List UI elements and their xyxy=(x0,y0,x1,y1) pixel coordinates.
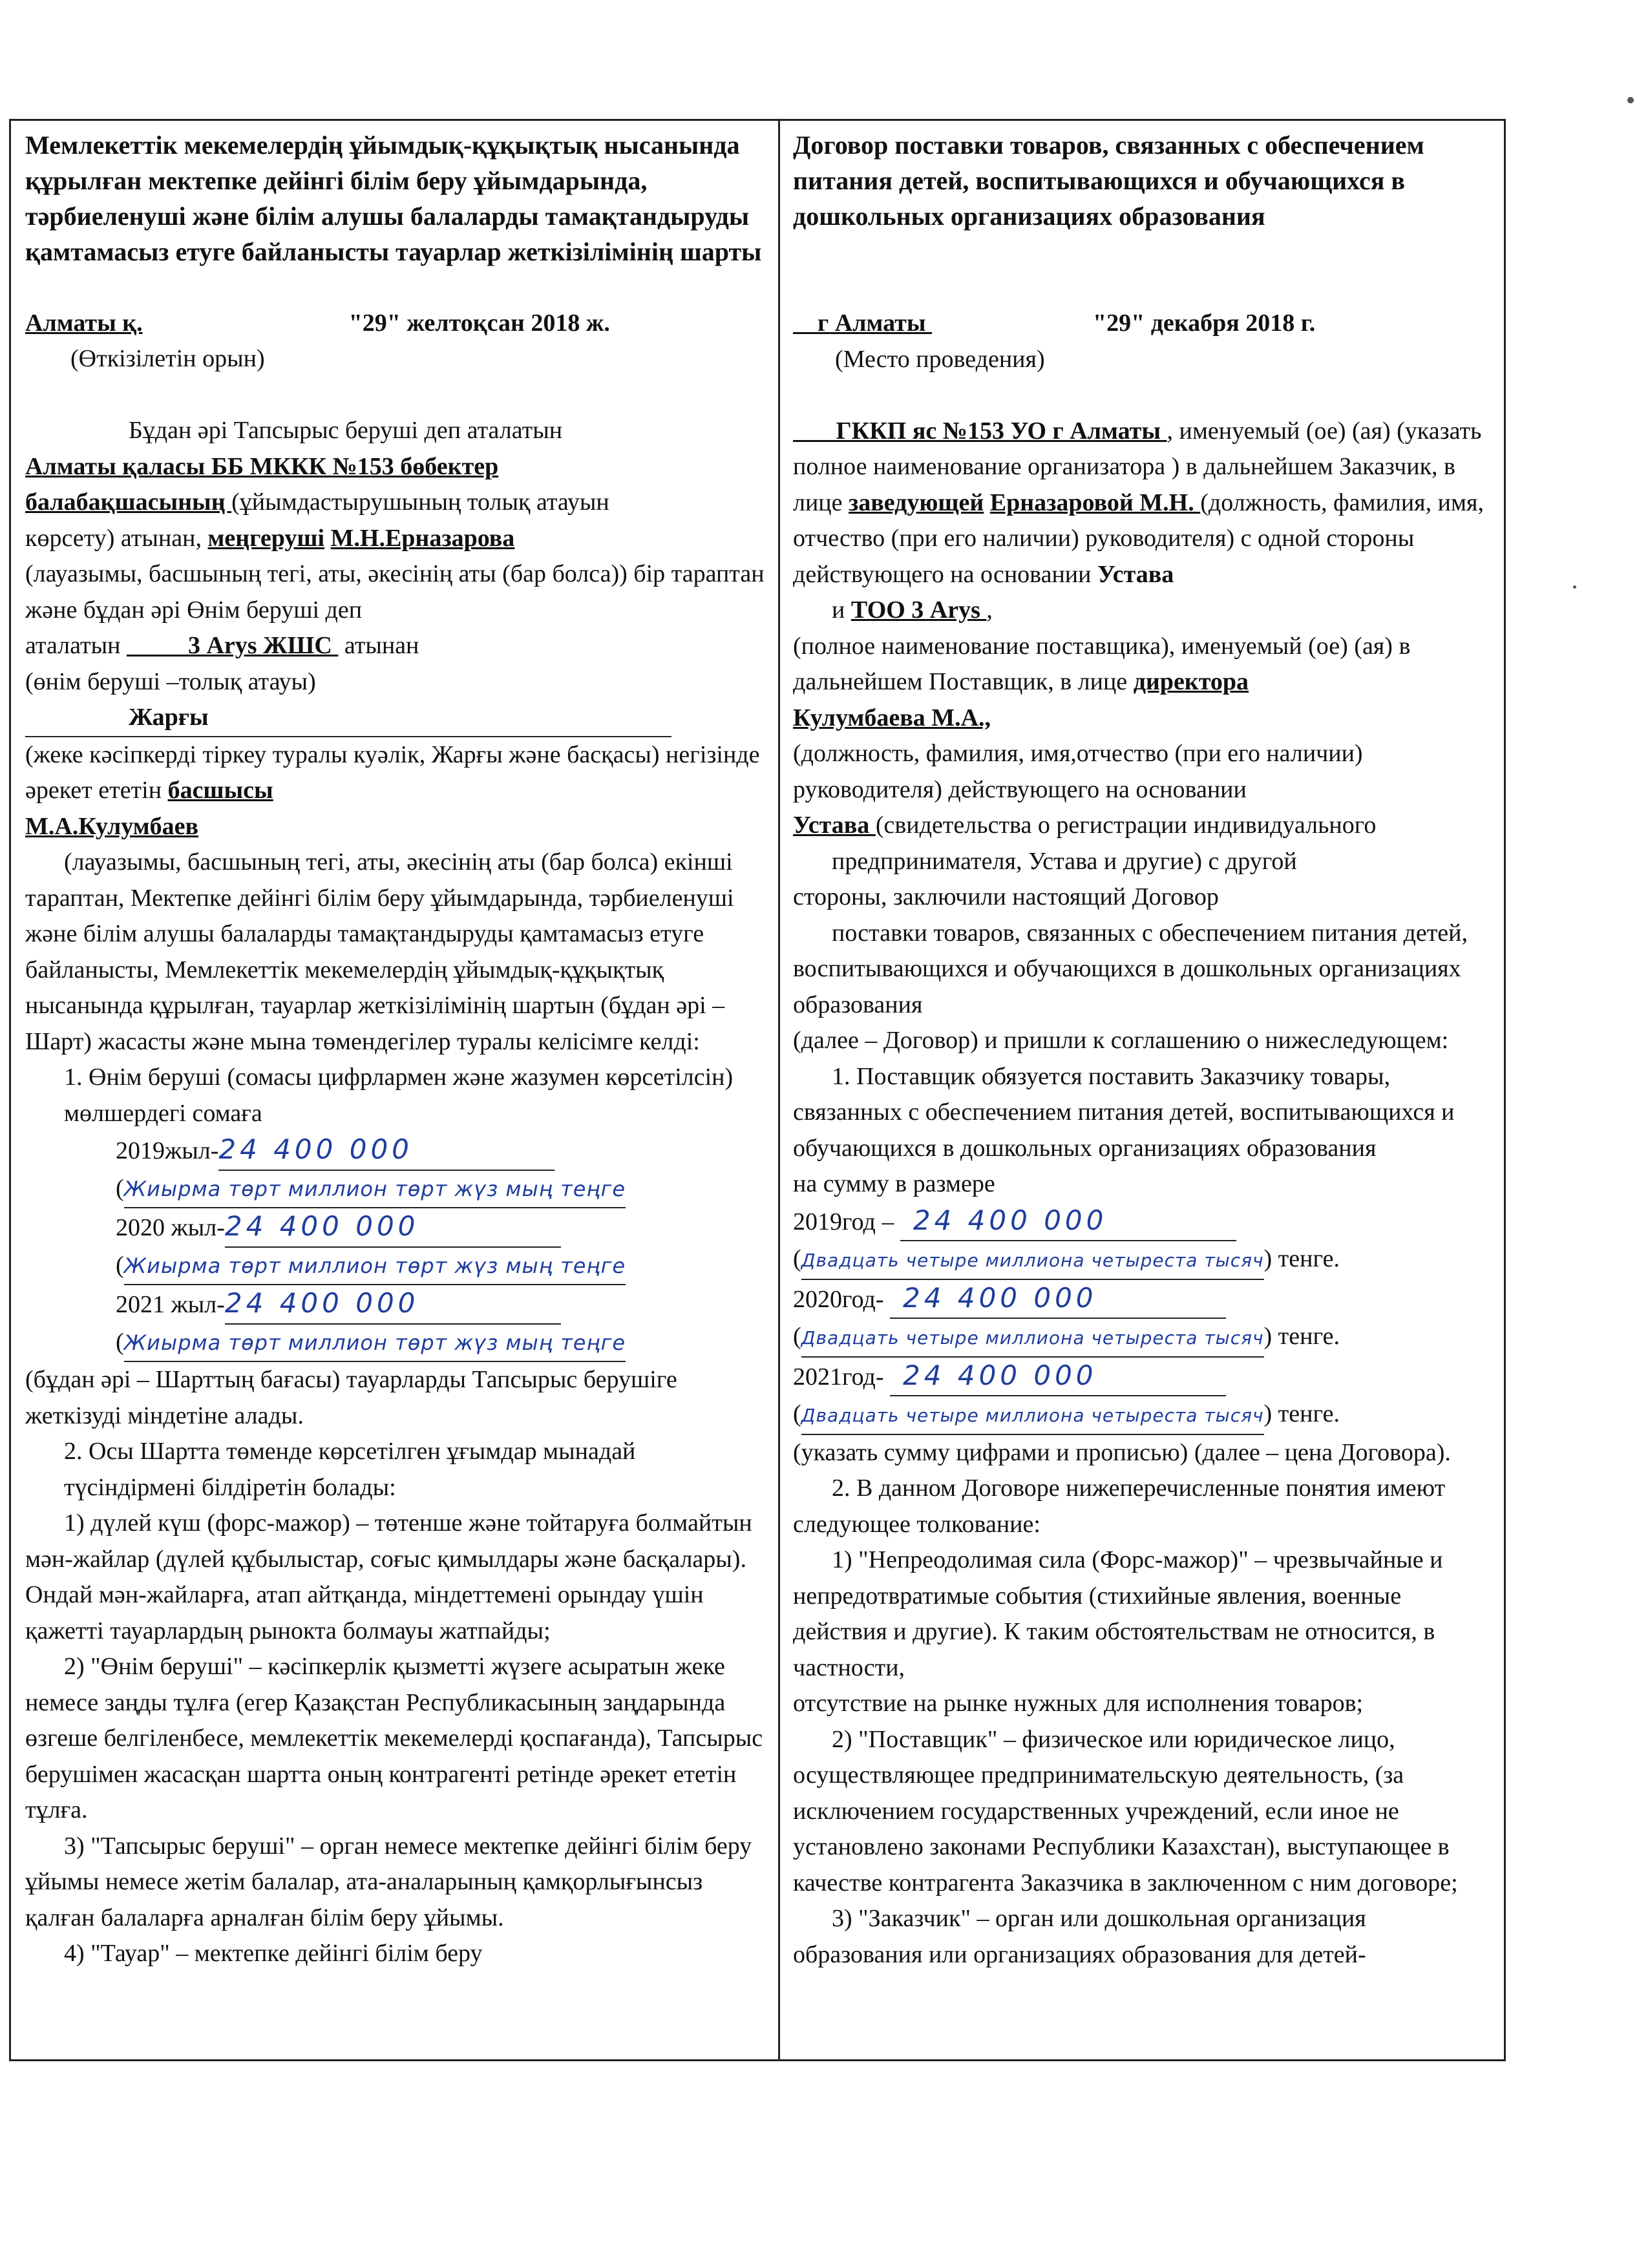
kazakh-basis-field xyxy=(25,700,671,737)
russian-year-suffix: ) тенге. xyxy=(1263,1323,1340,1350)
kazakh-org-hint2: көрсету) атынан, xyxy=(25,524,208,552)
kazakh-supplier-role: басшысы xyxy=(167,777,273,804)
kazakh-amount-field xyxy=(218,1131,555,1171)
kazakh-basis-hint: (жеке кәсіпкерді тіркеу туралы куәлік, Жарғы және басқасы) негізінде әрекет ететін xyxy=(25,740,760,804)
kazakh-basis-hint-line xyxy=(25,737,766,809)
kazakh-org-line xyxy=(25,485,766,521)
russian-basis-line xyxy=(793,808,1492,844)
russian-price-note: (указать сумму цифрами и прописью) (далее – цена Договора). xyxy=(793,1438,1451,1466)
kazakh-item2: 2. Осы Шартта төменде көрсетілген ұғымдар мынадай түсіндірмені білдіретін болады: xyxy=(64,1438,636,1501)
russian-supplier-person: Кулумбаева М.А., xyxy=(793,704,991,731)
russian-org-paragraph xyxy=(793,414,1492,593)
russian-year-suffix: ) тенге. xyxy=(1263,1400,1340,1427)
russian-supplier-paragraph xyxy=(793,629,1492,700)
russian-city-date-line xyxy=(793,306,1492,342)
russian-amount-handwritten: 24 400 000 xyxy=(913,1204,1108,1236)
russian-amount-field xyxy=(900,1202,1236,1242)
russian-basis-hint2: предпринимателя, Устава и другие) с другой xyxy=(832,847,1297,875)
kazakh-amount-words: Жиырма төрт миллион төрт жүз мың теңге xyxy=(124,1248,626,1286)
russian-item2: 2. В данном Договоре нижеперечисленные понятия имеют следующее толкование: xyxy=(793,1475,1446,1538)
russian-sum-intro: на сумму в размере xyxy=(793,1170,995,1197)
russian-basis: Устава xyxy=(793,812,876,839)
kazakh-called-suffix: атынан xyxy=(344,632,419,659)
russian-and: и xyxy=(832,596,851,624)
russian-def1b: отсутствие на рынке нужных для исполнения товаров; xyxy=(793,1690,1364,1717)
russian-year-label: 2020год- xyxy=(793,1285,891,1313)
russian-supplier-name: ТОО 3 Arys xyxy=(850,596,987,624)
russian-charter-word: Устава xyxy=(1097,560,1174,588)
russian-def2: 2) "Поставщик" – физическое или юридическое лицо, осуществляющее предпринимательскую деятельность, (за исключением государственных учреждений, если иное не установлено законами Республики Казахстан), выступающее в качестве контрагента Заказчика в заключенном с ним договоре; xyxy=(793,1725,1458,1896)
kazakh-head-role: меңгеруші xyxy=(207,524,325,552)
russian-supplier-person-hint: (должность, фамилия, имя,отчество (при его наличии) руководителя) действующего на основании xyxy=(793,740,1363,803)
russian-org-name: ГККП яс №153 УО г Алматы xyxy=(836,417,1167,445)
russian-amount-field xyxy=(890,1358,1226,1397)
kazakh-city: Алматы қ. xyxy=(25,309,143,337)
russian-supplier-hint: (полное наименование поставщика), именуемый (ое) (ая) в дальнейшем Поставщик, в лице xyxy=(793,632,1411,695)
scan-speck xyxy=(1573,585,1576,589)
russian-date: "29" декабря 2018 г. xyxy=(1093,310,1316,337)
contract-table xyxy=(9,119,1506,2061)
kazakh-amount-field xyxy=(225,1285,561,1325)
kazakh-def2: 2) "Өнім беруші" – кәсіпкерлік қызметті жүзеге асыратын жеке немесе заңды тұлға (егер Қазақстан Республикасының заңдарында өзгеше белгіленбесе, мемлекеттік мекемелерді қоспағанда), Тапсырыс берушімен жасасқан шартта оның контрагенті ретінде әрекет ететін тұлға. xyxy=(25,1653,763,1823)
russian-amount-words: Двадцать четыре миллиона четыреста тысяч xyxy=(801,1398,1264,1435)
kazakh-basis: Жарғы xyxy=(129,704,209,731)
russian-basis-hint3: стороны, заключили настоящий Договор xyxy=(793,883,1219,910)
russian-org-field xyxy=(793,417,1167,445)
russian-amount-field xyxy=(890,1280,1226,1319)
russian-year-2020: 2020год- 24 400 000 (Двадцать четыре миллиона четыреста тысяч) тенге. xyxy=(793,1280,1492,1358)
kazakh-column xyxy=(11,121,780,2059)
russian-supplier-after: , xyxy=(986,596,993,624)
russian-contract-after: (далее – Договор) и пришли к соглашению о нижеследующем: xyxy=(793,1027,1449,1054)
kazakh-def3: 3) "Тапсырыс беруші" – орган немесе мектепке дейінгі білім беру ұйымы немесе жетім балалар, ата-аналарының қамқорлығынсыз қалған балаларға арналған білім беру ұйымы. xyxy=(25,1832,752,1931)
russian-city: г Алматы xyxy=(818,310,926,337)
russian-org-after: , именуемый (ое) (ая) (указать полное наименование организатора ) в дальнейшем Заказчик, в лице xyxy=(793,417,1482,516)
russian-column xyxy=(780,121,1504,2059)
kazakh-intro: Бұдан әрі Тапсырыс беруші деп аталатын xyxy=(129,417,563,444)
kazakh-amount-handwritten: 24 400 000 xyxy=(224,1210,419,1242)
kazakh-org-name-2: балабақшасының xyxy=(25,488,232,516)
kazakh-year-2021: 2021 жыл-24 400 000 (Жиырма төрт миллион төрт жүз мың теңге xyxy=(25,1285,766,1362)
russian-contract-desc: поставки товаров, связанных с обеспечением питания детей, воспитывающихся и обучающихся в дошкольных организациях образования xyxy=(793,919,1468,1018)
kazakh-org-name: Алматы қаласы ББ МККК №153 бөбектер xyxy=(25,452,499,480)
kazakh-year-label: 2020 жыл- xyxy=(116,1214,225,1241)
kazakh-city-date-line xyxy=(25,306,766,342)
kazakh-item1: 1. Өнім беруші (сомасы цифрлармен және жазумен көрсетілсін) мөлшердегі сомаға xyxy=(64,1064,734,1127)
kazakh-supplier-person: М.А.Кулумбаев xyxy=(25,812,199,840)
kazakh-amount-words: Жиырма төрт миллион төрт жүз мың теңге xyxy=(124,1325,626,1363)
kazakh-amount-field xyxy=(225,1208,561,1248)
russian-year-label: 2019год – xyxy=(793,1208,900,1235)
russian-year-suffix: ) тенге. xyxy=(1263,1245,1340,1272)
russian-def3: 3) "Заказчик" – орган или дошкольная организация образования или организациях образования для детей- xyxy=(793,1905,1366,1968)
russian-amount-words: Двадцать четыре миллиона четыреста тысяч xyxy=(801,1243,1264,1280)
russian-title: Договор поставки товаров, связанных с обеспечением питания детей, воспитывающихся и обучающихся в дошкольных организациях образования xyxy=(793,131,1424,231)
russian-item1: 1. Поставщик обязуется поставить Заказчику товары, связанных с обеспечением питания детей, воспитывающихся и обучающихся в дошкольных организациях образования xyxy=(793,1062,1455,1162)
russian-basis-hint: (свидетельства о регистрации индивидуального xyxy=(875,812,1377,839)
kazakh-price-note: (бұдан әрі – Шарттың бағасы) тауарларды Тапсырыс берушіге жеткізуді міндетіне алады. xyxy=(25,1366,677,1429)
russian-supplier-line xyxy=(793,593,1492,629)
scan-speck xyxy=(1627,97,1634,103)
russian-head-hint: (должность, фамилия, имя, отчество (при его наличии) руководителя) с одной стороны действующего на основании xyxy=(793,488,1484,588)
russian-amount-handwritten: 24 400 000 xyxy=(903,1281,1097,1314)
russian-amount-handwritten: 24 400 000 xyxy=(903,1359,1097,1391)
kazakh-supplier-line xyxy=(25,628,766,664)
russian-place-hint: (Место проведения) xyxy=(835,345,1045,373)
kazakh-year-label: 2019жыл- xyxy=(116,1137,219,1164)
russian-head-name: Ерназаровой М.Н. xyxy=(989,488,1201,516)
kazakh-def4: 4) "Тауар" – мектепке дейінгі білім беру xyxy=(64,1940,483,1967)
kazakh-amount-handwritten: 24 400 000 xyxy=(224,1287,419,1319)
kazakh-year-2019: 2019жыл-24 400 000 (Жиырма төрт миллион төрт жүз мың теңге xyxy=(25,1131,766,1208)
russian-supplier-role: директора xyxy=(1133,668,1249,695)
kazakh-head-line xyxy=(25,521,766,557)
russian-year-2019: 2019год – 24 400 000 (Двадцать четыре миллиона четыреста тысяч) тенге. xyxy=(793,1202,1492,1280)
kazakh-place-hint: (Өткізілетін орын) xyxy=(70,345,265,372)
kazakh-year-label: 2021 жыл- xyxy=(116,1291,225,1318)
kazakh-year-2020: 2020 жыл-24 400 000 (Жиырма төрт миллион төрт жүз мың теңге xyxy=(25,1208,766,1285)
kazakh-basis-line xyxy=(25,700,766,737)
kazakh-supplier-name-wrap xyxy=(127,632,338,659)
kazakh-supplier-hint: (өнім беруші –толық атауы) xyxy=(25,667,316,695)
kazakh-called-prefix: аталатын xyxy=(25,632,127,659)
kazakh-supplier-person-hint: (лауазымы, басшының тегі, аты, әкесінің аты (бар болса) екінші тараптан, Мектепке дейінгі білім беру ұйымдарында, тәрбиеленуші және білім алушы балаларды тамақтандыруды қамтамасыз етуге байланысты, Мемлекеттік мекемелердің ұйымдық-құқықтық нысанында құрылған, тауарлар жеткізілімінің шартын (бұдан әрі – Шарт) жасасты және мына төмендегілер туралы келісімге келді: xyxy=(25,848,734,1055)
kazakh-head-hint: (лауазымы, басшының тегі, аты, әкесінің аты (бар болса)) бір тараптан және бұдан әрі Өнім беруші деп xyxy=(25,560,765,624)
kazakh-amount-handwritten: 24 400 000 xyxy=(218,1133,413,1165)
kazakh-title: Мемлекеттік мекемелердің ұйымдық-құқықтық нысанында құрылған мектепке дейінгі білім беру ұйымдарында, тәрбиеленуші және білім алушы балаларды тамақтандыруды қамтамасыз етуге байланысты тауарлар жеткізілімінің шарты xyxy=(25,131,762,266)
russian-year-label: 2021год- xyxy=(793,1363,891,1391)
russian-def1: 1) "Непреодолимая сила (Форс-мажор)" – чрезвычайные и непредотвратимые события (стихийные явления, военные действия и другие). К таким обстоятельствам не относится, в частности, xyxy=(793,1546,1443,1681)
kazakh-amount-words: Жиырма төрт миллион төрт жүз мың теңге xyxy=(124,1171,626,1209)
kazakh-def1: 1) дүлей күш (форс-мажор) – төтенше және тойтаруға болмайтын мән-жайлар (дүлей құбылыстар, соғыс қимылдары және басқалары). Ондай мән-жайларға, атап айтқанда, міндеттемені орындау үшін қажетті тауарлардың рынокта болмауы жатпайды; xyxy=(25,1509,752,1644)
russian-city-field xyxy=(793,310,932,337)
russian-head-role: заведующей xyxy=(849,488,984,516)
kazakh-date: "29" желтоқсан 2018 ж. xyxy=(348,309,610,337)
kazakh-org-hint: (ұйымдастырушының толық атауын xyxy=(231,488,609,516)
kazakh-supplier-name: 3 Arys ЖШС xyxy=(187,632,332,659)
russian-year-2021: 2021год- 24 400 000 (Двадцать четыре миллиона четыреста тысяч) тенге. xyxy=(793,1358,1492,1435)
russian-amount-words: Двадцать четыре миллиона четыреста тысяч xyxy=(801,1320,1264,1358)
kazakh-head-name: М.Н.Ерназарова xyxy=(330,524,515,552)
